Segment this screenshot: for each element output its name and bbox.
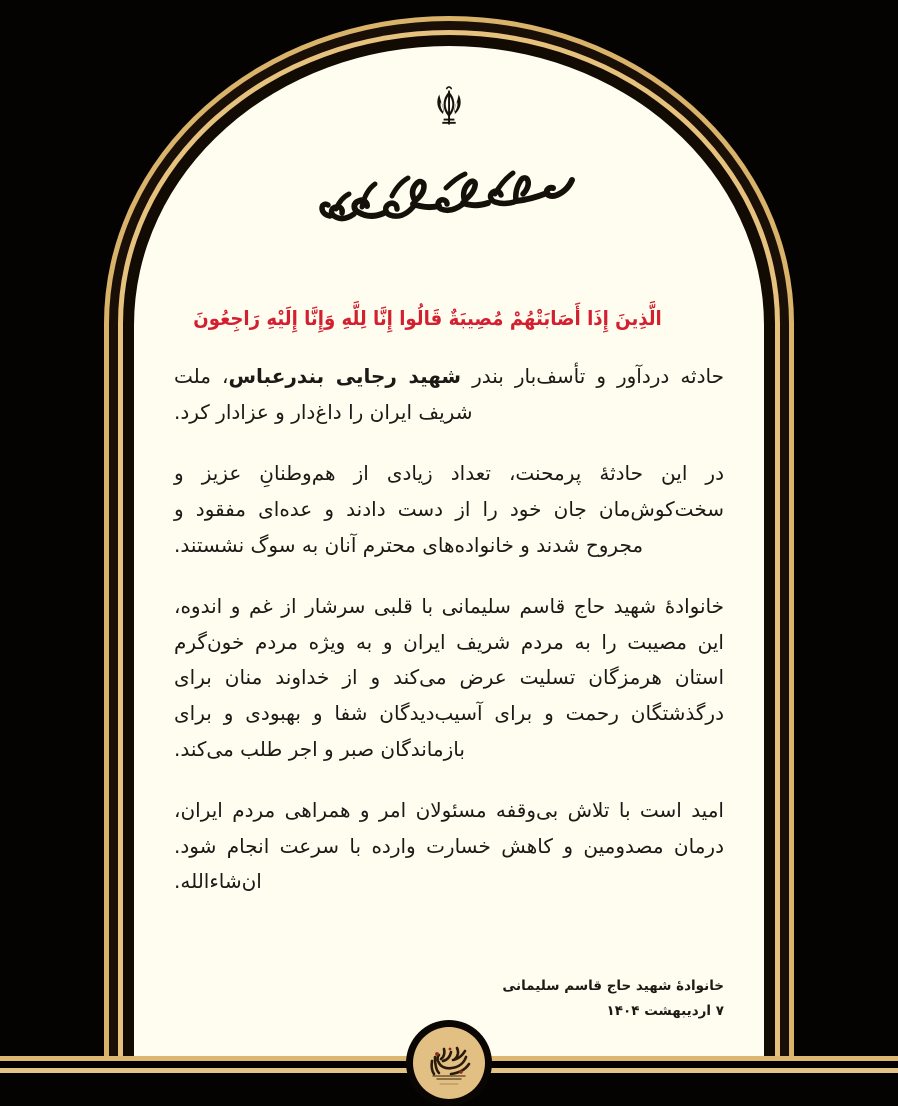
paragraph-list xyxy=(174,359,724,900)
signature-block xyxy=(502,974,724,1024)
paper-surface xyxy=(134,46,764,1058)
emphasis-text: شهید رجایی بندرعباس xyxy=(228,364,462,389)
paragraph-p2 xyxy=(174,456,724,563)
paragraph-p4 xyxy=(174,793,724,900)
paragraph-p3 xyxy=(174,589,724,767)
iran-national-emblem-icon xyxy=(134,82,764,134)
paragraph-text: امید است با تلاش بی‌وقفه مسئولان امر و همراهی مردم ایران، درمان مصدومین و کاهش خسارت وارده با سرعت انجام شود. ان‌شاءالله. xyxy=(174,798,724,894)
poster-content xyxy=(134,46,764,1058)
logo-ring xyxy=(406,1020,492,1106)
paragraph-p1 xyxy=(174,359,724,430)
quranic-verse: الَّذِینَ إِذَا أَصَابَتْهُمْ مُصِیبَةٌ قَالُوا إِنَّا لِلَّهِ وَإِنَّا إِلَیْهِ رَاجِعُونَ xyxy=(193,307,662,330)
signature-date: ۷ اردیبهشت ۱۴۰۴ xyxy=(606,1003,724,1020)
paragraph-text: در این حادثهٔ پرمحنت، تعداد زیادی از هم‌وطنانِ عزیز و سخت‌کوش‌مان جان خود را از دست دادند و عده‌ای مفقود و مجروح شدند و خانواده‌های محترم آنان به سوگ نشستند. xyxy=(174,461,724,557)
maktab-haj-ghasem-logo[interactable] xyxy=(389,1020,509,1106)
logo-disc xyxy=(413,1027,485,1099)
paragraph-text: حادثه دردآور و تأسف‌بار بندر xyxy=(461,364,724,389)
paragraph-text: خانوادهٔ شهید حاج قاسم سلیمانی با قلبی سرشار از غم و اندوه، این مصیبت را به مردم شریف ایران و به ویژه مردم خون‌گرم استان هرمزگان تسلیت عرض می‌کند و از خداوند منان برای درگذشتگان رحمت و برای آسیب‌دیدگان شفا و بهبودی و برای بازماندگان صبر و اجر طلب می‌کند. xyxy=(174,594,724,761)
bismillah-calligraphy xyxy=(134,158,764,238)
signature-author: خانوادهٔ شهید حاج قاسم سلیمانی xyxy=(502,978,724,995)
paragraph-text: ، ملت شریف ایران را داغ‌دار و عزادار کرد. xyxy=(174,364,473,424)
announcement-body xyxy=(174,304,724,900)
